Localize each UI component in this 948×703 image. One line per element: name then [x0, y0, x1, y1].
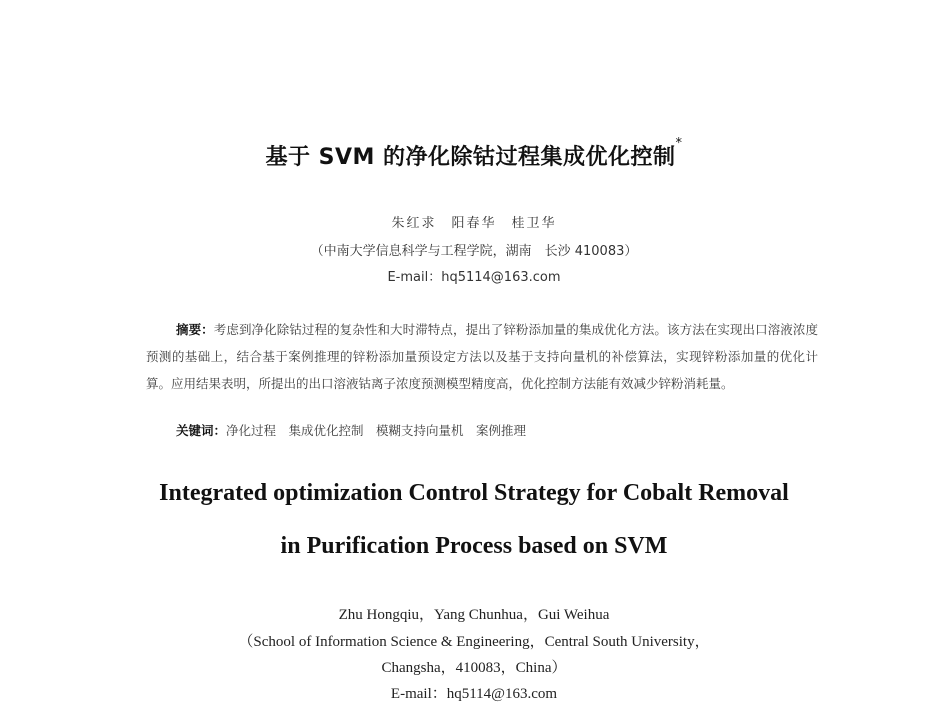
chinese-email: E-mail：hq5114@163.com [387, 270, 561, 285]
chinese-affiliation: （中南大学信息科学与工程学院，湖南 长沙 410083） [310, 244, 638, 259]
english-title-line-2: in Purification Process based on SVM [280, 533, 668, 559]
chinese-title-text: 基于 SVM 的净化除钴过程集成优化控制 [265, 145, 676, 170]
english-title-line-1: Integrated optimization Control Strategy for Cobalt Removal [159, 480, 789, 506]
english-authors: Zhu Hongqiu，Yang Chunhua，Gui Weihua [338, 607, 610, 623]
chinese-keywords [176, 421, 818, 439]
abstract-label: 摘要： [176, 322, 214, 337]
keywords-text: 净化过程 集成优化控制 模糊支持向量机 案例推理 [226, 423, 527, 438]
english-affiliation-line-2: Changsha，410083，China） [381, 660, 567, 676]
chinese-title [0, 136, 948, 171]
chinese-authors: 朱红求 阳春华 桂卫华 [391, 216, 557, 231]
title-footnote-mark: * [675, 136, 683, 151]
english-email: E-mail：hq5114@163.com [390, 686, 558, 702]
keywords-label: 关键词： [176, 423, 227, 438]
chinese-abstract [146, 316, 818, 397]
english-affiliation-line-1: （School of Information Science & Engineering，Central South University， [238, 634, 710, 650]
abstract-text: 考虑到净化除钴过程的复杂性和大时滞特点，提出了锌粉添加量的集成优化方法。该方法在实现出口溶液浓度预测的基础上，结合基于案例推理的锌粉添加量预设定方法以及基于支持向量机的补偿算法，实现锌粉添加量的优化计算。应用结果表明，所提出的出口溶液钴离子浓度预测模型精度高，优化控制方法能有效减少锌粉消耗量。 [146, 322, 818, 391]
